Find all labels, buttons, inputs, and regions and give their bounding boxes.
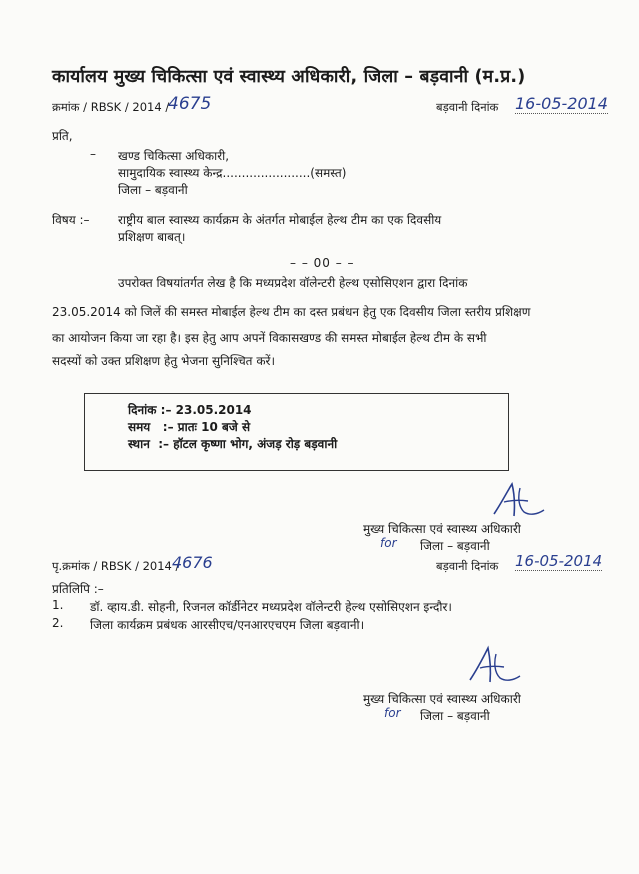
signature-1-designation: मुख्य चिकित्सा एवं स्वास्थ्य अधिकारी bbox=[363, 522, 521, 536]
signature-2-image bbox=[462, 644, 526, 688]
subject-line1: राष्ट्रीय बाल स्वास्थ्य कार्यक्रम के अंतर्गत मोबाईल हेल्थ टीम का एक दिवसीय bbox=[118, 213, 442, 227]
endorsement-date-label: बड़वानी दिनांक bbox=[436, 559, 499, 573]
endorsement-number-handwritten: 4676 bbox=[172, 553, 213, 572]
date-handwritten: 16-05-2014 bbox=[515, 94, 608, 113]
addressee-line3: जिला – बड़वानी bbox=[118, 183, 188, 197]
copy-item-2-text: जिला कार्यक्रम प्रबंधक आरसीएच/एनआरएचएम जिला बड़वानी। bbox=[90, 618, 365, 632]
prati-label: प्रति, bbox=[52, 129, 73, 143]
signature-2-designation: मुख्य चिकित्सा एवं स्वास्थ्य अधिकारी bbox=[363, 692, 521, 706]
copy-to-label: प्रतिलिपि :– bbox=[52, 582, 104, 596]
body-line3: का आयोजन किया जा रहा है। इस हेतु आप अपनें विकासखण्ड की समस्त मोबाईल हेल्थ टीम के सभी bbox=[52, 331, 487, 345]
details-time: समय :– प्रातः 10 बजे से bbox=[128, 420, 251, 434]
signature-1-image bbox=[484, 480, 548, 522]
body-line2: 23.05.2014 को जिलें की समस्त मोबाईल हेल्थ टीम का दस्त प्रबंधन हेतु एक दिवसीय जिला स्तरीय प्रशिक्षण bbox=[52, 305, 531, 319]
copy-item-1-text: डॉ. व्हाय.डी. सोहनी, रिजनल कॉर्डीनेटर मध्यप्रदेश वॉलेन्टरी हेल्थ एसोसिएशन इन्दौर। bbox=[90, 600, 452, 614]
letterhead-title: कार्यालय मुख्य चिकित्सा एवं स्वास्थ्य अधिकारी, जिला – बड़वानी (म.प्र.) bbox=[52, 67, 526, 87]
subject-label: विषय :– bbox=[52, 213, 90, 227]
date-label: बड़वानी दिनांक bbox=[436, 100, 499, 114]
addressee-dash: – bbox=[90, 147, 96, 161]
body-line1: उपरोक्त विषयांतर्गत लेख है कि मध्यप्रदेश वॉलेन्टरी हेल्थ एसोसिएशन द्वारा दिनांक bbox=[118, 276, 468, 290]
subject-line2: प्रशिक्षण बाबत्। bbox=[118, 230, 186, 244]
endorsement-date-handwritten: 16-05-2014 bbox=[515, 552, 603, 570]
reference-number-handwritten: 4675 bbox=[168, 94, 212, 114]
details-date: दिनांक :– 23.05.2014 bbox=[128, 403, 252, 417]
body-line4: सदस्यों को उक्त प्रशिक्षण हेतु भेजना सुनिश्चित करें। bbox=[52, 354, 276, 368]
endorsement-number-label: पृ.क्रमांक / RBSK / 2014 / bbox=[52, 559, 180, 573]
separator: – – 00 – – bbox=[290, 256, 355, 270]
signature-1-district: जिला – बड़वानी bbox=[420, 539, 490, 553]
signature-2-for-handwritten: for bbox=[384, 706, 401, 720]
reference-number-label: क्रमांक / RBSK / 2014 / bbox=[52, 100, 170, 114]
addressee-line1: खण्ड चिकित्सा अधिकारी, bbox=[118, 149, 230, 163]
copy-item-2-number: 2. bbox=[52, 616, 64, 630]
details-place: स्थान :– हॉटल कृष्णा भोग, अंजड़ रोड़ बड़वानी bbox=[128, 437, 338, 451]
signature-2-district: जिला – बड़वानी bbox=[420, 709, 490, 723]
addressee-line2: सामुदायिक स्वास्थ्य केन्द्र.......................(समस्त) bbox=[118, 166, 347, 180]
copy-item-1-number: 1. bbox=[52, 598, 64, 612]
signature-1-for-handwritten: for bbox=[380, 536, 397, 550]
